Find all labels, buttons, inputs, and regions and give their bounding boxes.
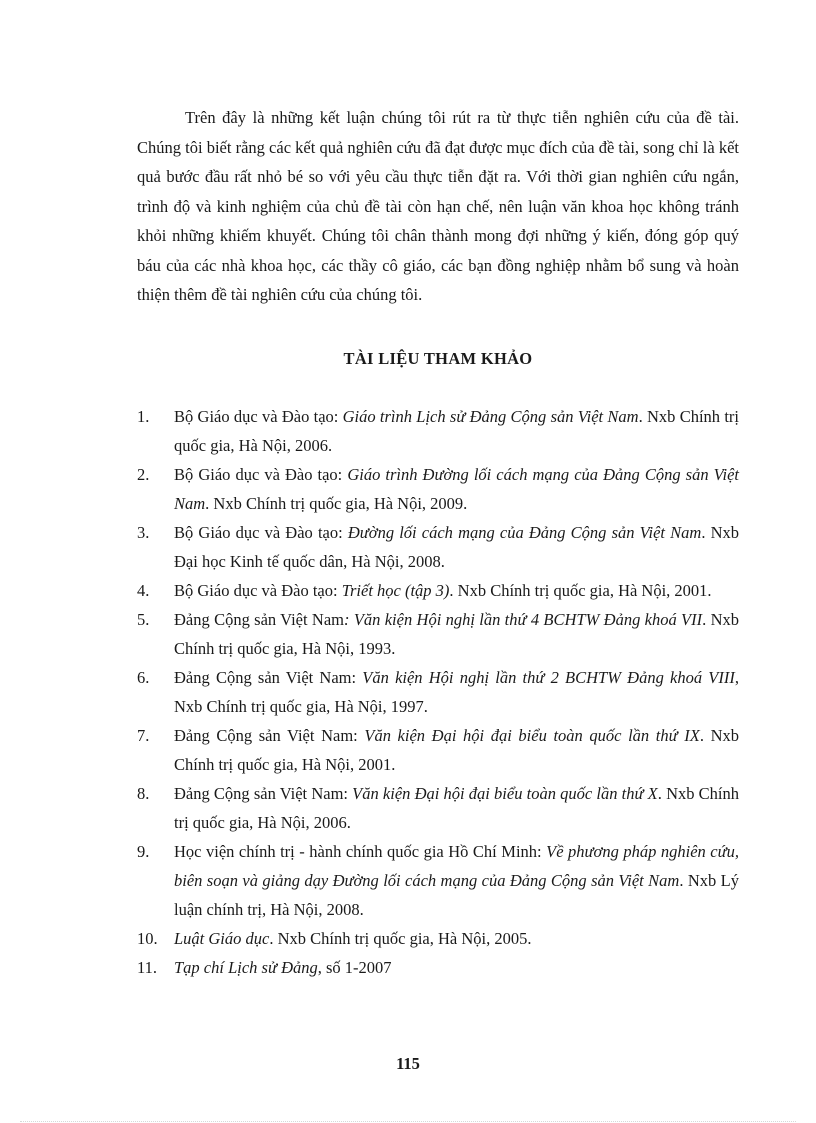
reference-item — [137, 402, 739, 460]
reference-item — [137, 663, 739, 721]
reference-number: 10. — [137, 928, 158, 948]
reference-item — [137, 779, 739, 837]
reference-number: 8. — [137, 783, 150, 803]
page-number: 115 — [396, 1054, 420, 1073]
reference-publisher: . Nxb Đại học Kinh tế quốc dân, Hà Nội, 2008. — [174, 522, 739, 571]
reference-title: Về phương pháp nghiên cứu, biên soạn và giảng dạy Đường lối cách mạng của Đảng Cộng sản Việt Nam — [174, 841, 739, 890]
reference-number: 5. — [137, 609, 150, 629]
reference-publisher: . Nxb Chính trị quốc gia, Hà Nội, 2001. — [174, 725, 739, 774]
reference-number: 3. — [137, 522, 150, 542]
reference-title: : Văn kiện Hội nghị lần thứ 4 BCHTW Đảng khoá VII — [344, 609, 703, 629]
reference-publisher: . Nxb Chính trị quốc gia, Hà Nội, 1993. — [174, 609, 739, 658]
reference-title: Đường lối cách mạng của Đảng Cộng sản Việt Nam — [347, 522, 702, 542]
reference-number: 11. — [137, 957, 158, 977]
reference-title: Tạp chí Lịch sử Đảng — [174, 957, 318, 977]
reference-number: 1. — [137, 406, 150, 426]
reference-number: 9. — [137, 841, 150, 861]
reference-author: Học viện chính trị - hành chính quốc gia Hồ Chí Minh: — [174, 841, 547, 861]
reference-title: Luật Giáo dục — [174, 928, 270, 948]
reference-item — [137, 924, 739, 953]
reference-publisher: . Nxb Lý luận chính trị, Hà Nội, 2008. — [174, 870, 740, 919]
reference-publisher: , số 1-2007 — [317, 957, 392, 977]
reference-item — [137, 953, 739, 982]
reference-item — [137, 605, 739, 663]
references-list — [137, 402, 739, 982]
reference-title: Văn kiện Đại hội đại biểu toàn quốc lần thứ X — [352, 783, 658, 803]
reference-author: Bộ Giáo dục và Đào tạo: — [174, 522, 348, 542]
reference-title: Giáo trình Đường lối cách mạng của Đảng Cộng sản Việt Nam — [174, 464, 739, 513]
reference-item — [137, 460, 739, 518]
reference-publisher: , Nxb Chính trị quốc gia, Hà Nội, 1997. — [174, 667, 739, 716]
reference-title: Triết học (tập 3) — [341, 580, 450, 600]
reference-title: Giáo trình Lịch sử Đảng Cộng sản Việt Nam — [342, 406, 639, 426]
reference-author: Bộ Giáo dục và Đào tạo: — [174, 406, 343, 426]
reference-item — [137, 518, 739, 576]
reference-number: 6. — [137, 667, 150, 687]
references-heading: TÀI LIỆU THAM KHẢO — [343, 348, 533, 368]
page-content — [137, 103, 739, 982]
reference-author: Đảng Cộng sản Việt Nam: — [174, 667, 363, 687]
reference-number: 4. — [137, 580, 150, 600]
reference-item — [137, 721, 739, 779]
reference-author: Đảng Cộng sản Việt Nam: — [174, 725, 365, 745]
reference-item — [137, 837, 739, 924]
reference-title: Văn kiện Đại hội đại biểu toàn quốc lần thứ IX — [364, 725, 700, 745]
reference-publisher: . Nxb Chính trị quốc gia, Hà Nội, 2006. — [174, 783, 740, 832]
reference-author: Đảng Cộng sản Việt Nam: — [174, 783, 353, 803]
reference-author: Bộ Giáo dục và Đào tạo: — [174, 464, 348, 484]
page-bottom-divider — [20, 1121, 796, 1122]
conclusion-paragraph: Trên đây là những kết luận chúng tôi rút ra từ thực tiễn nghiên cứu của đề tài. Chúng tôi biết rằng các kết quả nghiên cứu đã đạt được mục đích của đề tài, song chỉ là kết quả bước đầu rất nhỏ bé so với yêu cầu thực tiễn đặt ra. Với thời gian nghiên cứu ngắn, trình độ và kinh nghiệm của chủ đề tài còn hạn chế, nên luận văn khoa học không tránh khỏi những khiếm khuyết. Chúng tôi chân thành mong đợi những ý kiến, đóng góp quý báu của các nhà khoa học, các thầy cô giáo, các bạn đồng nghiệp nhằm bổ sung và hoàn thiện thêm đề tài nghiên cứu của chúng tôi. — [137, 108, 739, 304]
reference-publisher: . Nxb Chính trị quốc gia, Hà Nội, 2001. — [449, 580, 712, 600]
reference-item — [137, 576, 739, 605]
reference-title: Văn kiện Hội nghị lần thứ 2 BCHTW Đảng khoá VIII — [362, 667, 735, 687]
reference-number: 2. — [137, 464, 150, 484]
reference-number: 7. — [137, 725, 150, 745]
reference-author: Bộ Giáo dục và Đào tạo: — [174, 580, 342, 600]
reference-publisher: . Nxb Chính trị quốc gia, Hà Nội, 2009. — [205, 493, 468, 513]
reference-author: Đảng Cộng sản Việt Nam — [174, 609, 344, 629]
reference-publisher: . Nxb Chính trị quốc gia, Hà Nội, 2005. — [269, 928, 532, 948]
reference-publisher: . Nxb Chính trị quốc gia, Hà Nội, 2006. — [174, 406, 739, 455]
